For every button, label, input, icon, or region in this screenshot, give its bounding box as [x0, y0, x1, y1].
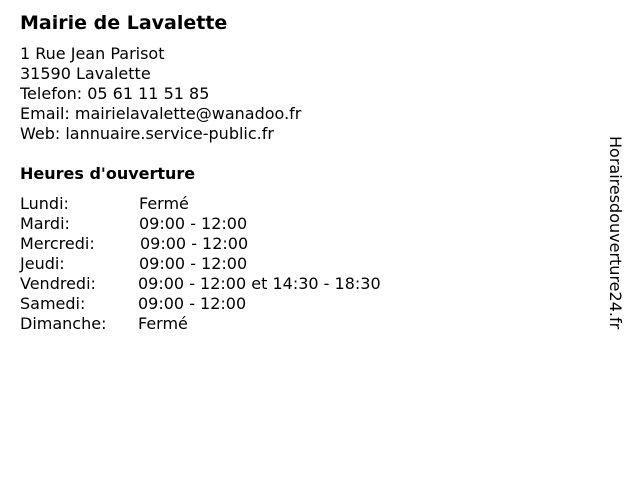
- day-hours: 09:00 - 12:00: [138, 294, 247, 313]
- day-label: Mercredi:: [20, 234, 95, 253]
- day-hours: 09:00 - 12:00: [139, 214, 248, 233]
- day-hours: 09:00 - 12:00: [140, 234, 249, 253]
- city-postal-code: 31590 Lavalette: [20, 64, 151, 83]
- address-block: [20, 44, 301, 144]
- day-label: Mardi:: [20, 214, 70, 233]
- street-address: 1 Rue Jean Parisot: [20, 44, 165, 63]
- day-hours: 09:00 - 12:00 et 14:30 - 18:30: [138, 274, 381, 293]
- day-label: Lundi:: [20, 194, 69, 213]
- phone-number: Telefon: 05 61 11 51 85: [20, 84, 210, 103]
- day-hours: 09:00 - 12:00: [139, 254, 248, 273]
- day-label: Vendredi:: [20, 274, 96, 293]
- day-label: Jeudi:: [20, 254, 65, 273]
- day-hours: Fermé: [139, 194, 189, 213]
- website: Web: lannuaire.service-public.fr: [20, 124, 274, 143]
- email-address: Email: mairielavalette@wanadoo.fr: [20, 104, 302, 123]
- day-hours: Fermé: [138, 314, 188, 333]
- page-title: Mairie de Lavalette: [20, 12, 228, 34]
- opening-hours-heading: Heures d'ouverture: [20, 164, 196, 183]
- site-watermark: Horairesdouverture24.fr: [606, 136, 625, 330]
- day-label: Samedi:: [20, 294, 86, 313]
- day-label: Dimanche:: [20, 314, 107, 333]
